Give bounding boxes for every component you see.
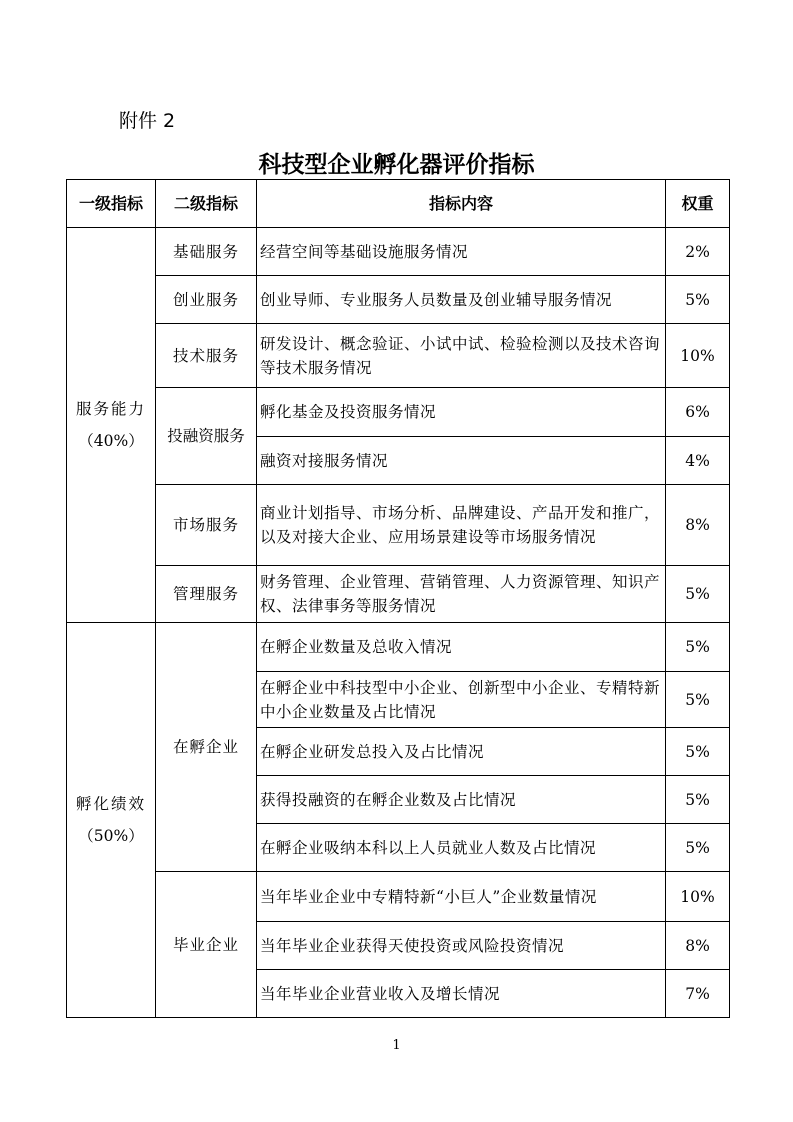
content-cell: 当年毕业企业营业收入及增长情况 bbox=[257, 970, 666, 1018]
weight-cell: 10% bbox=[666, 324, 730, 388]
header-level1: 一级指标 bbox=[67, 180, 156, 228]
weight-cell: 5% bbox=[666, 566, 730, 623]
header-row bbox=[67, 180, 730, 228]
table-row bbox=[67, 566, 730, 623]
group-weight: （40%） bbox=[78, 432, 144, 450]
attachment-label: 附件 2 bbox=[119, 110, 176, 132]
weight-cell: 10% bbox=[666, 872, 730, 922]
content-cell: 孵化基金及投资服务情况 bbox=[257, 388, 666, 437]
subgroup-cell: 投融资服务 bbox=[156, 388, 257, 485]
group-name: 孵化绩效 bbox=[75, 795, 146, 813]
group-name: 服务能力 bbox=[75, 400, 146, 418]
weight-cell: 5% bbox=[666, 276, 730, 324]
content-cell: 在孵企业数量及总收入情况 bbox=[257, 623, 666, 672]
content-cell: 在孵企业研发总投入及占比情况 bbox=[257, 728, 666, 776]
subgroup-cell: 管理服务 bbox=[156, 566, 257, 623]
subgroup-cell: 市场服务 bbox=[156, 485, 257, 566]
subgroup-cell: 毕业企业 bbox=[156, 872, 257, 1018]
weight-cell: 5% bbox=[666, 776, 730, 824]
evaluation-table bbox=[66, 179, 730, 1018]
group-cell bbox=[67, 623, 156, 1018]
weight-cell: 4% bbox=[666, 437, 730, 485]
content-cell: 在孵企业中科技型中小企业、创新型中小企业、专精特新中小企业数量及占比情况 bbox=[257, 672, 666, 728]
subgroup-cell: 基础服务 bbox=[156, 228, 257, 276]
content-cell: 当年毕业企业获得天使投资或风险投资情况 bbox=[257, 922, 666, 970]
weight-cell: 6% bbox=[666, 388, 730, 437]
table-row bbox=[67, 324, 730, 388]
content-cell: 商业计划指导、市场分析、品牌建设、产品开发和推广，以及对接大企业、应用场景建设等市场服务情况 bbox=[257, 485, 666, 566]
header-content: 指标内容 bbox=[257, 180, 666, 228]
content-cell: 研发设计、概念验证、小试中试、检验检测以及技术咨询等技术服务情况 bbox=[257, 324, 666, 388]
weight-cell: 8% bbox=[666, 485, 730, 566]
subgroup-cell: 创业服务 bbox=[156, 276, 257, 324]
content-cell: 当年毕业企业中专精特新“小巨人”企业数量情况 bbox=[257, 872, 666, 922]
document-title: 科技型企业孵化器评价指标 bbox=[258, 152, 535, 178]
weight-cell: 5% bbox=[666, 728, 730, 776]
table-row bbox=[67, 485, 730, 566]
header-level2: 二级指标 bbox=[156, 180, 257, 228]
weight-cell: 5% bbox=[666, 824, 730, 872]
content-cell: 获得投融资的在孵企业数及占比情况 bbox=[257, 776, 666, 824]
table-row bbox=[67, 623, 730, 672]
header-weight: 权重 bbox=[666, 180, 730, 228]
content-cell: 创业导师、专业服务人员数量及创业辅导服务情况 bbox=[257, 276, 666, 324]
content-cell: 财务管理、企业管理、营销管理、人力资源管理、知识产权、法律事务等服务情况 bbox=[257, 566, 666, 623]
subgroup-cell: 在孵企业 bbox=[156, 623, 257, 872]
weight-cell: 8% bbox=[666, 922, 730, 970]
content-cell: 在孵企业吸纳本科以上人员就业人数及占比情况 bbox=[257, 824, 666, 872]
weight-cell: 7% bbox=[666, 970, 730, 1018]
weight-cell: 2% bbox=[666, 228, 730, 276]
page-number: 1 bbox=[392, 1038, 401, 1053]
content-cell: 融资对接服务情况 bbox=[257, 437, 666, 485]
table-row bbox=[67, 872, 730, 922]
table-row bbox=[67, 388, 730, 437]
group-weight: （50%） bbox=[78, 827, 144, 845]
group-cell bbox=[67, 228, 156, 623]
table-row bbox=[67, 228, 730, 276]
weight-cell: 5% bbox=[666, 672, 730, 728]
subgroup-cell: 技术服务 bbox=[156, 324, 257, 388]
table-row bbox=[67, 276, 730, 324]
weight-cell: 5% bbox=[666, 623, 730, 672]
content-cell: 经营空间等基础设施服务情况 bbox=[257, 228, 666, 276]
